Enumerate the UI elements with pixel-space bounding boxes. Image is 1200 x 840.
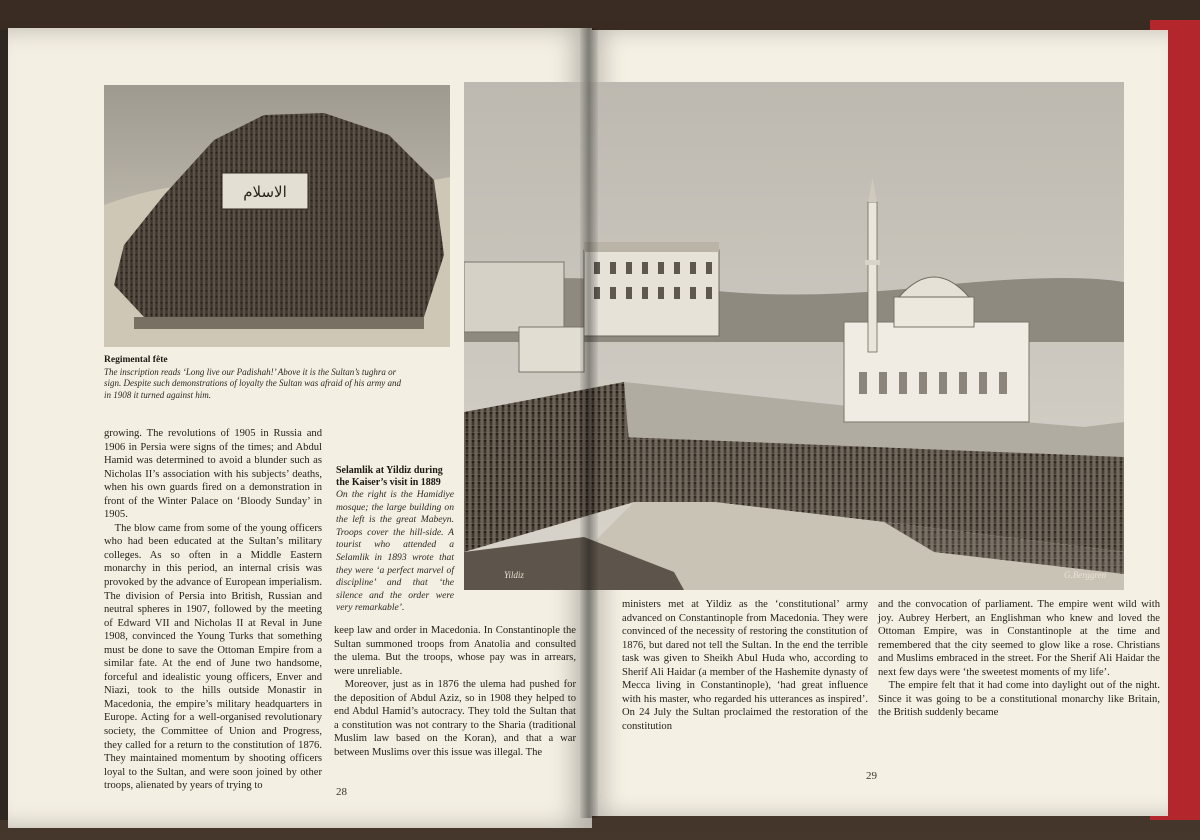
right-column-2-text: and the convocation of parliament. The empire went wild with joy. Aubrey Herbert, an Englishman who knew and loved the Ottoman Empire, was in Constantinople at the time and remembered that the city seemed to glow like a rose. Christians and Muslims embraced in the street. For the Sherif Ali Haidar the next few days were ‘the sweetest moments of my life’. The empire felt that it had come into daylight out of the night. Since it was going to be a constitutional monarchy like Britain, the British suddenly became bbox=[878, 599, 1160, 719]
left-column-2-text: keep law and order in Macedonia. In Constantinople the Sultan summoned troops from Anatolia and consulted the ulema. But the troops, whose pay was in arrears, were unreliable. Moreover, just as in 1876 the ulema had pushed for the deposition of Abdul Aziz, so in 1908 they helped to end Abdul Hamid’s autocracy. They told the Sultan that a constitution was not contrary to the Sharia (traditional Muslim law based on the Koran), and that a war between Muslims over this issue was illegal. The bbox=[334, 625, 576, 758]
left-column-1-text: growing. The revolutions of 1905 in Russia and 1906 in Persia were signs of the times; and Abdul Hamid was determined to avoid a blunder such as Nicholas II’s association with his subjects’ deaths, when his own guards fired on a demonstration in front of the Winter Palace on ‘Bloody Sunday’ in 1905. The blow came from some of the young officers who had been educated at the Sultan’s military colleges. As so often in a Middle Eastern monarchy in this period, an internal crisis was provoked by the advance of European imperialism. The division of Persia into British, Russian and neutral spheres in 1907, followed by the meeting of Edward VII and Nicholas II at Reval in June 1908, convinced the Young Turks that something must be done to save the Ottoman Empire from a similar fate. At the end of June two handsome, forceful and idealistic young officers, Enver and Niazi, took to the hills outside Monastir in Macedonia, the empire’s military headquarters in Europe. Acting for a well-organised revolutionary society, the Committee of Union and Progress, they called for a return to the constitution of 1876. They maintained momentum by shooting officers loyal to the Sultan, and were soon joined by other troops, alienated by years of trying to bbox=[104, 428, 322, 792]
regimental-caption-body: The inscription reads ‘Long live our Padishah!’ Above it is the Sultan’s tughra or sign. Despite such demonstrations of loyalty the Sultan was afraid of his army and in 1908 it turned against him. bbox=[104, 367, 401, 400]
page-number-left: 28 bbox=[336, 786, 347, 798]
regimental-fete-photo bbox=[104, 85, 450, 347]
right-column-1-text: ministers met at Yildiz as the ‘constitutional’ army advanced on Constantinople from Macedonia. They were convinced of the necessity of restoring the constitution of 1876, but dared not tell the Sultan. In the end the terrible task was given to Sheikh Abul Huda who, according to Sherif Ali Haidar (a member of the Hashemite dynasty of Mecca living in Constantinople), ‘had great influence with his master, who regarded his utterances as inspired’. On 24 July the Sultan proclaimed the restoration of the constitution bbox=[622, 599, 868, 732]
regimental-caption-title: Regimental fête bbox=[104, 355, 168, 365]
page-number-right: 29 bbox=[866, 770, 877, 782]
selamlik-at-yildiz-photo bbox=[464, 82, 1124, 590]
selamlik-caption-title: Selamlik at Yildiz during the Kaiser’s visit in 1889 bbox=[336, 465, 443, 488]
photographer-signature: G.Berggren bbox=[1064, 570, 1107, 580]
selamlik-caption-body: On the right is the Hamidiye mosque; the large building on the left is the great Mabeyn. Troops cover the hill-side. A tourist who attended a Selamlik in 1893 wrote that they were ‘a perfect marvel of discipline’ and that ‘the silence and the order were very remarkable’. bbox=[336, 489, 454, 614]
photo-location-mark: Yildiz bbox=[504, 570, 524, 580]
banner-inscription: الاسلام bbox=[243, 183, 287, 201]
book-gutter-shadow bbox=[580, 28, 598, 818]
